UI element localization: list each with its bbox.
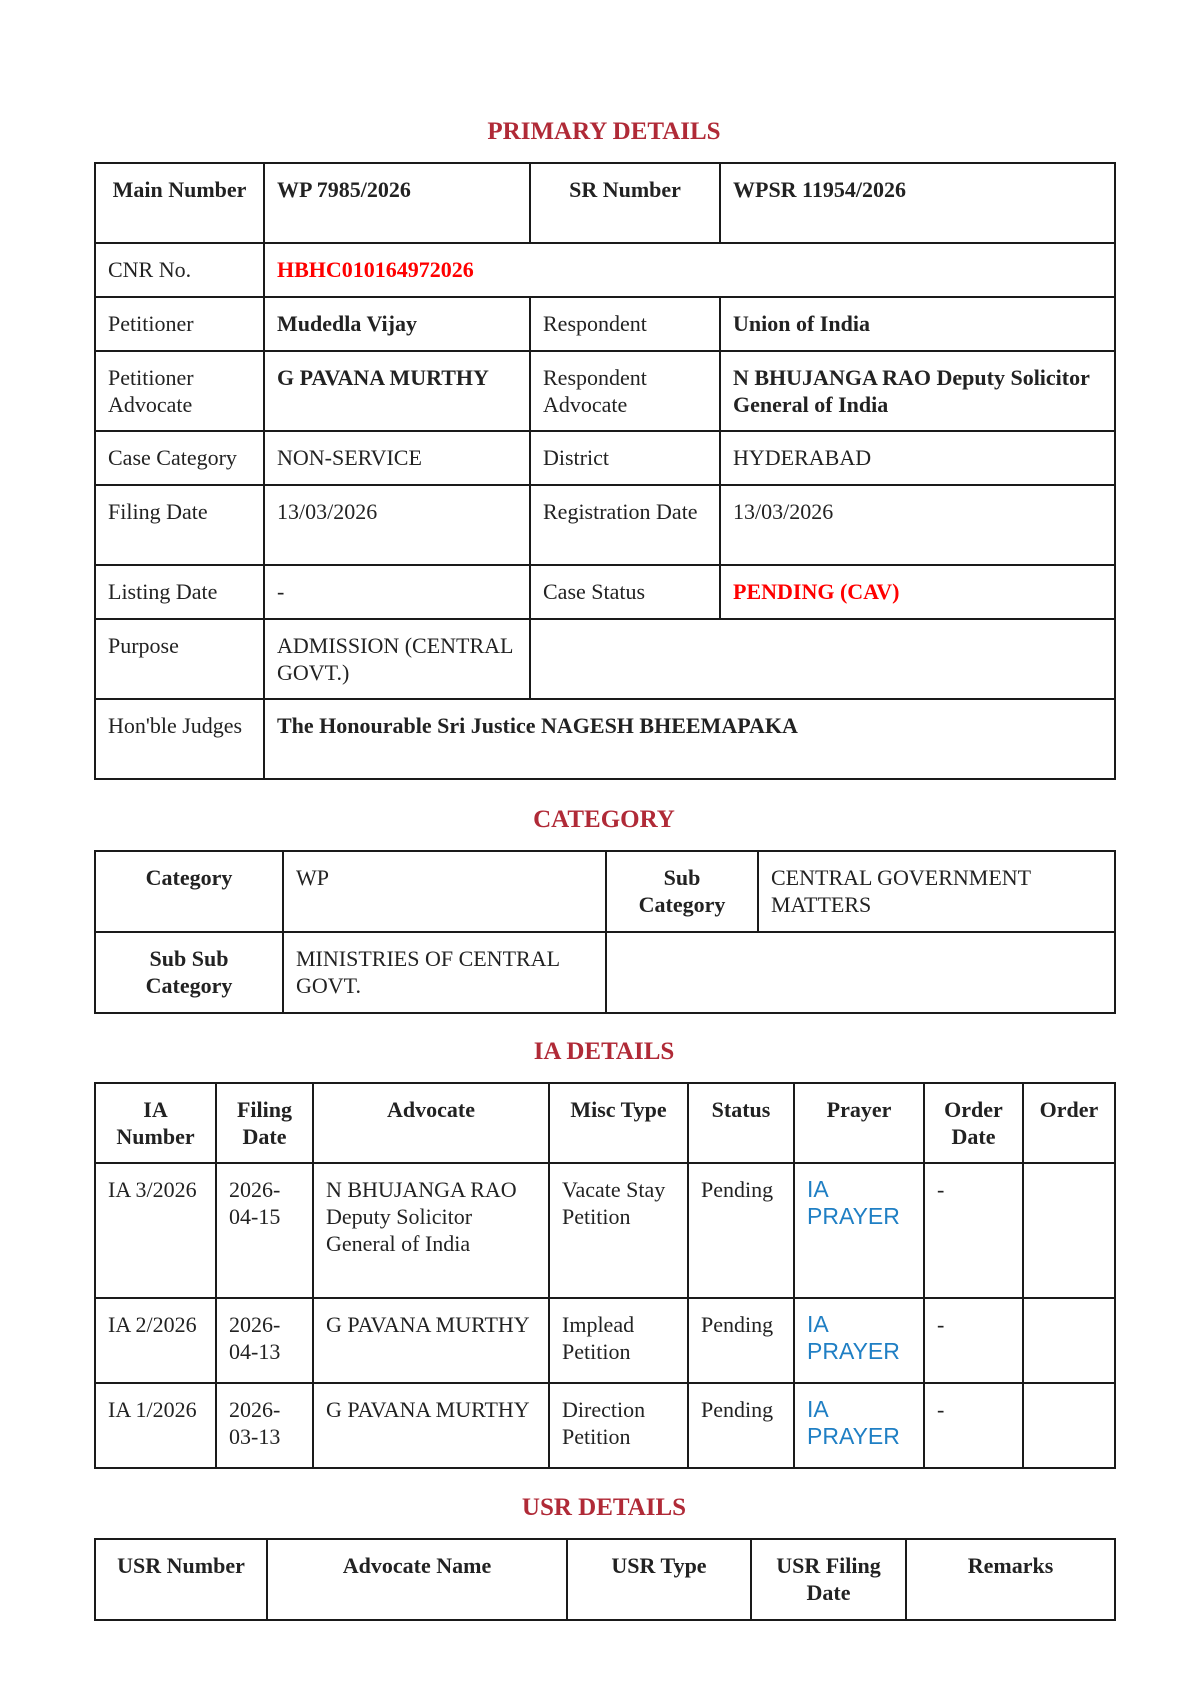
ia-number: IA 1/2026 bbox=[95, 1383, 216, 1468]
sub-sub-category-value: MINISTRIES OF CENTRAL GOVT. bbox=[283, 932, 606, 1013]
sub-sub-category-empty-cell bbox=[606, 932, 1115, 1013]
respondent-value: Union of India bbox=[720, 297, 1115, 351]
ia-header-prayer: Prayer bbox=[794, 1083, 924, 1163]
ia-order bbox=[1023, 1163, 1115, 1298]
primary-details-table bbox=[94, 162, 1116, 780]
respondent-label: Respondent bbox=[530, 297, 720, 351]
category-table bbox=[94, 850, 1116, 1014]
respondent-advocate-label: Respondent Advocate bbox=[530, 351, 720, 431]
petitioner-label: Petitioner bbox=[95, 297, 264, 351]
registration-date-label: Registration Date bbox=[530, 485, 720, 565]
main-number-label: Main Number bbox=[95, 163, 264, 243]
sr-number-value: WPSR 11954/2026 bbox=[720, 163, 1115, 243]
ia-advocate: G PAVANA MURTHY bbox=[313, 1298, 549, 1383]
respondent-advocate-value: N BHUJANGA RAO Deputy Solicitor General of India bbox=[720, 351, 1115, 431]
ia-misc-type: Vacate Stay Petition bbox=[549, 1163, 688, 1298]
category-label: Category bbox=[95, 851, 283, 932]
ia-header-advocate: Advocate bbox=[313, 1083, 549, 1163]
ia-filing-date: 2026-04-13 bbox=[216, 1298, 313, 1383]
usr-details-table bbox=[94, 1538, 1116, 1621]
case-category-label: Case Category bbox=[95, 431, 264, 485]
ia-number: IA 2/2026 bbox=[95, 1298, 216, 1383]
sr-number-label: SR Number bbox=[530, 163, 720, 243]
usr-header-advocate-name: Advocate Name bbox=[267, 1539, 567, 1620]
ia-prayer-link[interactable]: IA PRAYER bbox=[807, 1176, 900, 1229]
district-label: District bbox=[530, 431, 720, 485]
purpose-empty-cell bbox=[530, 619, 1115, 699]
ia-header-number: IA Number bbox=[95, 1083, 216, 1163]
ia-header-order: Order bbox=[1023, 1083, 1115, 1163]
ia-order bbox=[1023, 1383, 1115, 1468]
ia-misc-type: Implead Petition bbox=[549, 1298, 688, 1383]
ia-order-date: - bbox=[924, 1383, 1023, 1468]
listing-date-label: Listing Date bbox=[95, 565, 264, 619]
ia-misc-type: Direction Petition bbox=[549, 1383, 688, 1468]
ia-status: Pending bbox=[688, 1163, 794, 1298]
ia-order bbox=[1023, 1298, 1115, 1383]
filing-date-label: Filing Date bbox=[95, 485, 264, 565]
category-value: WP bbox=[283, 851, 606, 932]
cnr-value: HBHC010164972026 bbox=[264, 243, 1115, 297]
case-status-label: Case Status bbox=[530, 565, 720, 619]
ia-header-status: Status bbox=[688, 1083, 794, 1163]
ia-row bbox=[95, 1298, 1115, 1383]
ia-row bbox=[95, 1163, 1115, 1298]
usr-header-type: USR Type bbox=[567, 1539, 751, 1620]
ia-number: IA 3/2026 bbox=[95, 1163, 216, 1298]
ia-status: Pending bbox=[688, 1383, 794, 1468]
judges-label: Hon'ble Judges bbox=[95, 699, 264, 779]
usr-header-filing-date: USR Filing Date bbox=[751, 1539, 906, 1620]
petitioner-value: Mudedla Vijay bbox=[264, 297, 530, 351]
registration-date-value: 13/03/2026 bbox=[720, 485, 1115, 565]
primary-details-heading: PRIMARY DETAILS bbox=[487, 118, 721, 145]
judges-value: The Honourable Sri Justice NAGESH BHEEMAPAKA bbox=[264, 699, 1115, 779]
usr-header-number: USR Number bbox=[95, 1539, 267, 1620]
ia-order-date: - bbox=[924, 1163, 1023, 1298]
ia-header-order-date: Order Date bbox=[924, 1083, 1023, 1163]
cnr-label: CNR No. bbox=[95, 243, 264, 297]
ia-status: Pending bbox=[688, 1298, 794, 1383]
ia-order-date: - bbox=[924, 1298, 1023, 1383]
purpose-value: ADMISSION (CENTRAL GOVT.) bbox=[264, 619, 530, 699]
sub-sub-category-label: Sub Sub Category bbox=[95, 932, 283, 1013]
listing-date-value: - bbox=[264, 565, 530, 619]
petitioner-advocate-label: Petitioner Advocate bbox=[95, 351, 264, 431]
ia-prayer-link[interactable]: IA PRAYER bbox=[807, 1311, 900, 1364]
petitioner-advocate-value: G PAVANA MURTHY bbox=[264, 351, 530, 431]
category-heading: CATEGORY bbox=[533, 806, 675, 833]
ia-details-table bbox=[94, 1082, 1116, 1469]
ia-filing-date: 2026-03-13 bbox=[216, 1383, 313, 1468]
ia-advocate: N BHUJANGA RAO Deputy Solicitor General of India bbox=[313, 1163, 549, 1298]
sub-category-label: Sub Category bbox=[606, 851, 758, 932]
case-status-value: PENDING (CAV) bbox=[720, 565, 1115, 619]
ia-header-misc-type: Misc Type bbox=[549, 1083, 688, 1163]
ia-filing-date: 2026-04-15 bbox=[216, 1163, 313, 1298]
case-category-value: NON-SERVICE bbox=[264, 431, 530, 485]
ia-prayer-link[interactable]: IA PRAYER bbox=[807, 1396, 900, 1449]
sub-category-value: CENTRAL GOVERNMENT MATTERS bbox=[758, 851, 1115, 932]
main-number-value: WP 7985/2026 bbox=[264, 163, 530, 243]
ia-row bbox=[95, 1383, 1115, 1468]
ia-details-heading: IA DETAILS bbox=[533, 1038, 675, 1065]
usr-header-remarks: Remarks bbox=[906, 1539, 1115, 1620]
ia-header-filing-date: Filing Date bbox=[216, 1083, 313, 1163]
purpose-label: Purpose bbox=[95, 619, 264, 699]
ia-advocate: G PAVANA MURTHY bbox=[313, 1383, 549, 1468]
filing-date-value: 13/03/2026 bbox=[264, 485, 530, 565]
usr-details-heading: USR DETAILS bbox=[521, 1494, 687, 1521]
district-value: HYDERABAD bbox=[720, 431, 1115, 485]
